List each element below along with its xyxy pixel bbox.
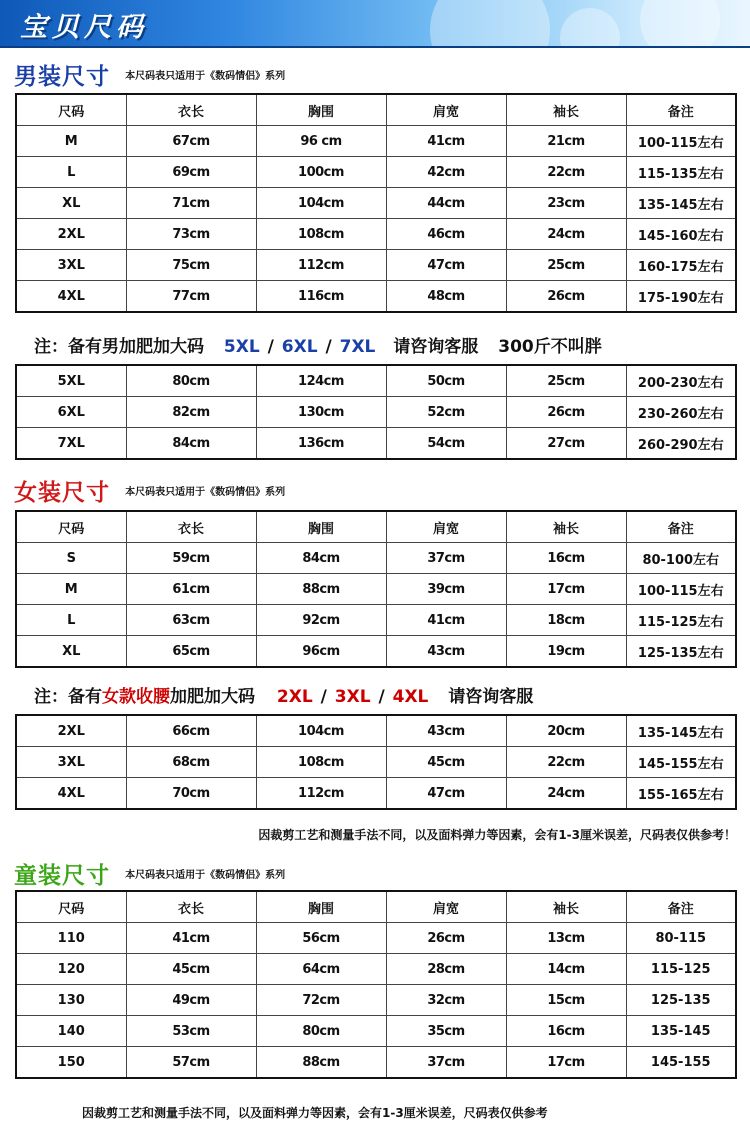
cell-chest: 56cm <box>256 923 386 954</box>
cell-size: 6XL <box>16 397 126 428</box>
cell-chest: 104cm <box>256 715 386 747</box>
header-cell-chest: 胸围 <box>256 891 386 923</box>
men-note-suffix: 请咨询客服 <box>393 337 479 357</box>
cell-size: M <box>16 126 126 157</box>
cell-size: 3XL <box>16 250 126 281</box>
cell-shoulder: 37cm <box>386 1047 506 1079</box>
cell-remark: 135-145 <box>626 1016 736 1047</box>
cell-sleeve: 17cm <box>506 1047 626 1079</box>
cell-shoulder: 45cm <box>386 747 506 778</box>
cell-size: 130 <box>16 985 126 1016</box>
header-cell-length: 衣长 <box>126 891 256 923</box>
table-row <box>16 1016 736 1047</box>
cell-chest: 112cm <box>256 250 386 281</box>
women-note-separator: / <box>378 687 385 707</box>
cell-size: 120 <box>16 954 126 985</box>
cell-chest: 96 cm <box>256 126 386 157</box>
table-row <box>16 365 736 397</box>
cell-shoulder: 52cm <box>386 397 506 428</box>
women-note-separator: / <box>320 687 327 707</box>
cell-shoulder: 47cm <box>386 250 506 281</box>
men-section-title: 男装尺寸 <box>14 64 110 90</box>
cell-shoulder: 50cm <box>386 365 506 397</box>
cell-chest: 108cm <box>256 747 386 778</box>
cell-sleeve: 25cm <box>506 250 626 281</box>
cell-size: 150 <box>16 1047 126 1079</box>
header-cell-shoulder: 肩宽 <box>386 511 506 543</box>
men-note-separator: / <box>325 337 332 357</box>
men-note-separator: / <box>267 337 274 357</box>
cell-remark: 200-230左右 <box>626 365 736 397</box>
kids-section-title: 童装尺寸 <box>14 863 110 889</box>
cell-shoulder: 41cm <box>386 605 506 636</box>
cell-length: 57cm <box>126 1047 256 1079</box>
header-cell-sleeve: 袖长 <box>506 94 626 126</box>
table-row <box>16 985 736 1016</box>
cell-remark: 80-100左右 <box>626 543 736 574</box>
table-row <box>16 428 736 460</box>
cell-sleeve: 16cm <box>506 543 626 574</box>
cell-remark: 115-135左右 <box>626 157 736 188</box>
cell-remark: 260-290左右 <box>626 428 736 460</box>
cell-length: 59cm <box>126 543 256 574</box>
women-note-prefix: 注：备有 <box>34 687 102 707</box>
table-row <box>16 397 736 428</box>
cell-chest: 92cm <box>256 605 386 636</box>
header-cell-chest: 胸围 <box>256 511 386 543</box>
page-banner <box>0 0 750 48</box>
cell-sleeve: 17cm <box>506 574 626 605</box>
cell-length: 45cm <box>126 954 256 985</box>
header-cell-shoulder: 肩宽 <box>386 891 506 923</box>
cell-remark: 160-175左右 <box>626 250 736 281</box>
table-row <box>16 605 736 636</box>
cell-size: XL <box>16 188 126 219</box>
cell-size: 5XL <box>16 365 126 397</box>
men-note-size-7xl: 7XL <box>339 337 376 357</box>
cell-size: 140 <box>16 1016 126 1047</box>
cell-length: 49cm <box>126 985 256 1016</box>
cell-chest: 130cm <box>256 397 386 428</box>
cell-size: 3XL <box>16 747 126 778</box>
cell-remark: 145-155左右 <box>626 747 736 778</box>
cell-sleeve: 20cm <box>506 715 626 747</box>
header-cell-remark: 备注 <box>626 94 736 126</box>
cell-length: 77cm <box>126 281 256 313</box>
cell-chest: 88cm <box>256 1047 386 1079</box>
header-cell-chest: 胸围 <box>256 94 386 126</box>
header-cell-sleeve: 袖长 <box>506 511 626 543</box>
table-header-row <box>16 511 736 543</box>
cell-chest: 104cm <box>256 188 386 219</box>
cell-chest: 80cm <box>256 1016 386 1047</box>
cell-length: 82cm <box>126 397 256 428</box>
cell-length: 63cm <box>126 605 256 636</box>
kids-section-subtitle: 本尺码表只适用于《数码情侣》系列 <box>125 870 286 881</box>
men-section-header <box>14 58 285 90</box>
cell-shoulder: 32cm <box>386 985 506 1016</box>
cell-shoulder: 28cm <box>386 954 506 985</box>
cell-length: 61cm <box>126 574 256 605</box>
cell-sleeve: 22cm <box>506 747 626 778</box>
cell-remark: 100-115左右 <box>626 574 736 605</box>
women-size-table <box>15 510 737 668</box>
table-header-row <box>16 891 736 923</box>
cell-chest: 108cm <box>256 219 386 250</box>
kids-size-table <box>15 890 737 1079</box>
cell-shoulder: 54cm <box>386 428 506 460</box>
cell-chest: 100cm <box>256 157 386 188</box>
banner-title: 宝贝尺码 <box>20 12 148 43</box>
cell-sleeve: 26cm <box>506 281 626 313</box>
cell-length: 41cm <box>126 923 256 954</box>
cell-sleeve: 27cm <box>506 428 626 460</box>
men-extra-size-table <box>15 364 737 460</box>
cell-length: 73cm <box>126 219 256 250</box>
banner-bubble-decoration <box>560 8 620 48</box>
cell-size: 110 <box>16 923 126 954</box>
header-cell-length: 衣长 <box>126 94 256 126</box>
cell-sleeve: 26cm <box>506 397 626 428</box>
table-row <box>16 188 736 219</box>
table-row <box>16 157 736 188</box>
cell-length: 70cm <box>126 778 256 810</box>
cell-size: L <box>16 605 126 636</box>
men-note-size-6xl: 6XL <box>281 337 318 357</box>
banner-bubble-decoration <box>430 0 550 48</box>
table-row <box>16 250 736 281</box>
cell-sleeve: 15cm <box>506 985 626 1016</box>
header-cell-length: 衣长 <box>126 511 256 543</box>
header-cell-remark: 备注 <box>626 511 736 543</box>
banner-bubble-decoration <box>640 0 720 48</box>
cell-remark: 135-145左右 <box>626 715 736 747</box>
cell-sleeve: 14cm <box>506 954 626 985</box>
cell-size: 2XL <box>16 715 126 747</box>
cell-size: 4XL <box>16 281 126 313</box>
women-note <box>34 683 533 711</box>
cell-chest: 116cm <box>256 281 386 313</box>
header-cell-sleeve: 袖长 <box>506 891 626 923</box>
cell-remark: 125-135左右 <box>626 636 736 668</box>
cell-shoulder: 35cm <box>386 1016 506 1047</box>
cell-sleeve: 13cm <box>506 923 626 954</box>
cell-shoulder: 26cm <box>386 923 506 954</box>
women-note-size-4xl: 4XL <box>392 687 429 707</box>
header-cell-size: 尺码 <box>16 891 126 923</box>
cell-shoulder: 46cm <box>386 219 506 250</box>
cell-length: 69cm <box>126 157 256 188</box>
cell-remark: 135-145左右 <box>626 188 736 219</box>
table-row <box>16 1047 736 1079</box>
men-note-size-5xl: 5XL <box>223 337 260 357</box>
cell-size: L <box>16 157 126 188</box>
cell-shoulder: 47cm <box>386 778 506 810</box>
cell-shoulder: 37cm <box>386 543 506 574</box>
cell-remark: 100-115左右 <box>626 126 736 157</box>
cell-shoulder: 43cm <box>386 715 506 747</box>
cell-chest: 124cm <box>256 365 386 397</box>
cell-remark: 175-190左右 <box>626 281 736 313</box>
cell-sleeve: 18cm <box>506 605 626 636</box>
table-row <box>16 954 736 985</box>
table-row <box>16 923 736 954</box>
cell-length: 75cm <box>126 250 256 281</box>
cell-remark: 155-165左右 <box>626 778 736 810</box>
women-extra-size-table <box>15 714 737 810</box>
kids-section-header <box>14 857 285 889</box>
cell-remark: 125-135 <box>626 985 736 1016</box>
cell-shoulder: 48cm <box>386 281 506 313</box>
cell-remark: 230-260左右 <box>626 397 736 428</box>
table-header-row <box>16 94 736 126</box>
cell-shoulder: 44cm <box>386 188 506 219</box>
cell-chest: 88cm <box>256 574 386 605</box>
table-row <box>16 126 736 157</box>
table-row <box>16 219 736 250</box>
cell-shoulder: 42cm <box>386 157 506 188</box>
cell-size: 2XL <box>16 219 126 250</box>
cell-remark: 115-125 <box>626 954 736 985</box>
cell-sleeve: 19cm <box>506 636 626 668</box>
cell-remark: 115-125左右 <box>626 605 736 636</box>
cell-length: 68cm <box>126 747 256 778</box>
table-row <box>16 636 736 668</box>
table-row <box>16 574 736 605</box>
cell-shoulder: 41cm <box>386 126 506 157</box>
cell-size: 7XL <box>16 428 126 460</box>
cell-length: 80cm <box>126 365 256 397</box>
men-note <box>34 333 602 361</box>
cell-chest: 136cm <box>256 428 386 460</box>
table-row <box>16 778 736 810</box>
cell-length: 66cm <box>126 715 256 747</box>
cell-size: M <box>16 574 126 605</box>
header-cell-shoulder: 肩宽 <box>386 94 506 126</box>
cell-shoulder: 39cm <box>386 574 506 605</box>
kids-footnote: 因裁剪工艺和测量手法不同，以及面料弹力等因素，会有1-3厘米误差，尺码表仅供参考 <box>82 1106 548 1120</box>
women-section-title: 女装尺寸 <box>14 480 110 506</box>
cell-length: 53cm <box>126 1016 256 1047</box>
cell-sleeve: 22cm <box>506 157 626 188</box>
cell-shoulder: 43cm <box>386 636 506 668</box>
cell-size: XL <box>16 636 126 668</box>
men-size-table <box>15 93 737 313</box>
banner-divider <box>0 46 750 48</box>
table-row <box>16 715 736 747</box>
header-cell-size: 尺码 <box>16 94 126 126</box>
cell-sleeve: 24cm <box>506 778 626 810</box>
cell-size: S <box>16 543 126 574</box>
header-cell-size: 尺码 <box>16 511 126 543</box>
cell-remark: 145-155 <box>626 1047 736 1079</box>
women-note-size-2xl: 2XL <box>276 687 313 707</box>
cell-size: 4XL <box>16 778 126 810</box>
men-section-subtitle: 本尺码表只适用于《数码情侣》系列 <box>125 71 286 82</box>
table-row <box>16 281 736 313</box>
table-row <box>16 747 736 778</box>
women-note-size-3xl: 3XL <box>334 687 371 707</box>
cell-length: 71cm <box>126 188 256 219</box>
cell-length: 84cm <box>126 428 256 460</box>
women-note-emphasis: 女款收腰 <box>102 687 170 707</box>
cell-length: 67cm <box>126 126 256 157</box>
women-section-subtitle: 本尺码表只适用于《数码情侣》系列 <box>125 487 286 498</box>
cell-remark: 80-115 <box>626 923 736 954</box>
header-cell-remark: 备注 <box>626 891 736 923</box>
cell-chest: 64cm <box>256 954 386 985</box>
cell-chest: 84cm <box>256 543 386 574</box>
women-note-mid: 加肥加大码 <box>170 687 255 707</box>
cell-sleeve: 24cm <box>506 219 626 250</box>
cell-sleeve: 23cm <box>506 188 626 219</box>
cell-length: 65cm <box>126 636 256 668</box>
women-note-suffix: 请咨询客服 <box>448 687 534 707</box>
women-section-header <box>14 474 285 506</box>
cell-sleeve: 25cm <box>506 365 626 397</box>
cell-sleeve: 16cm <box>506 1016 626 1047</box>
men-note-extra: 300斤不叫胖 <box>498 337 602 357</box>
cell-sleeve: 21cm <box>506 126 626 157</box>
cell-remark: 145-160左右 <box>626 219 736 250</box>
men-note-prefix: 注：备有男加肥加大码 <box>34 337 204 357</box>
cell-chest: 72cm <box>256 985 386 1016</box>
cell-chest: 112cm <box>256 778 386 810</box>
cell-chest: 96cm <box>256 636 386 668</box>
table-row <box>16 543 736 574</box>
women-footnote: 因裁剪工艺和测量手法不同，以及面料弹力等因素，会有1-3厘米误差，尺码表仅供参考！ <box>258 828 736 842</box>
